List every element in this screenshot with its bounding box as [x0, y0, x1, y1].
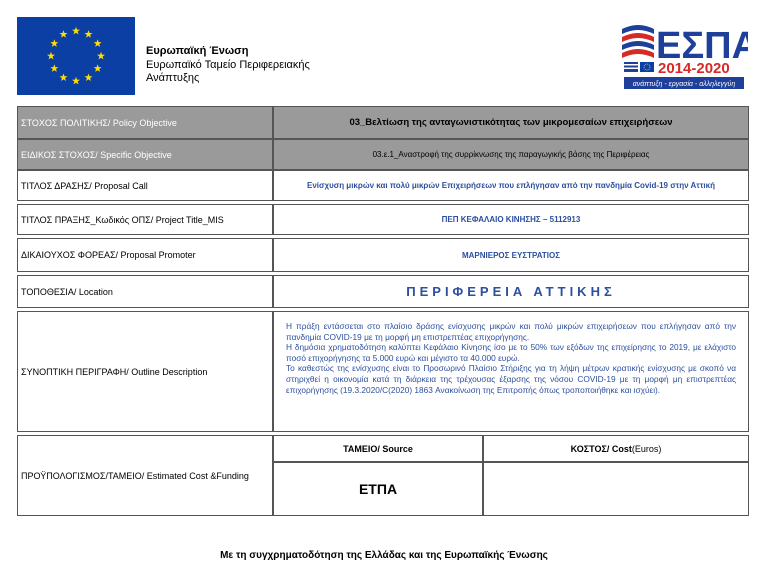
eu-star-icon [72, 27, 80, 35]
espa-tagline: ανάπτυξη - εργασία - αλληλεγγύη [632, 81, 736, 88]
eu-star-icon [50, 64, 58, 72]
description-paragraph-3: Το καθεστώς της ενίσχυσης είναι το Προσωρινό Πλαίσιο Στήριξης για τη λήψη μέτρων κρατικής ενίσχυσης με σκοπό να στηριχθεί η οικονομία κατά τη διάρκεια της τρέχουσας έξαρσης της νόσου COVID-19 με τη μορφή μη επιστρεπτέας επιχορήγησης (19.3.2020/C(2020) 1863 Ανακοίνωση της Επιτροπής όπως τροποποιήθηκε και ισχύει). [286, 363, 736, 395]
eu-star-icon [47, 52, 55, 60]
row-outline-description [17, 311, 749, 432]
value-outline-description [273, 311, 749, 432]
eu-line2: Ευρωπαϊκό Ταμείο Περιφερειακής [146, 58, 310, 71]
description-paragraph-1: Η πράξη εντάσσεται στο πλαίσιο δράσης ενίσχυσης μικρών και πολύ μικρών επιχειρήσεων που επλήγησαν από την πανδημία COVID-19 με τη μορφή μη επιστρεπτέας επιχορήγησης. [286, 321, 736, 342]
row-proposal-promoter [17, 238, 749, 272]
eu-star-icon [97, 52, 105, 60]
eu-star-icon [60, 73, 68, 81]
eu-flag-logo [17, 17, 135, 95]
budget-grid [273, 435, 749, 516]
eu-line1: Ευρωπαϊκή Ένωση [146, 45, 249, 57]
cost-header-unit: (Euros) [631, 443, 662, 454]
label-proposal-promoter: ΔΙΚΑΙΟΥΧΟΣ ΦΟΡΕΑΣ/ Proposal Promoter [17, 238, 273, 272]
eu-star-icon [85, 73, 93, 81]
value-project-title: ΠΕΠ ΚΕΦΑΛΑΙΟ ΚΙΝΗΣΗΣ – 5112913 [273, 204, 749, 235]
source-header: ΤΑΜΕΙΟ/ Source [273, 435, 483, 462]
row-location [17, 275, 749, 308]
label-proposal-call: ΤΙΤΛΟΣ ΔΡΑΣΗΣ/ Proposal Call [17, 170, 273, 201]
value-proposal-promoter: ΜΑΡΝΙΕΡΟΣ ΕΥΣΤΡΑΤΙΟΣ [273, 238, 749, 272]
cofinancing-footer: Με τη συγχρηματοδότηση της Ελλάδας και της Ευρωπαϊκής Ένωσης [220, 550, 548, 561]
value-specific-objective: 03.ε.1_Αναστροφή της συρρίκνωσης της παραγωγικής βάσης της Περιφέρειας [273, 139, 749, 170]
eu-star-icon [94, 64, 102, 72]
row-estimated-cost [17, 435, 749, 516]
eu-star-icon [94, 39, 102, 47]
label-policy-objective: ΣΤΟΧΟΣ ΠΟΛΙΤΙΚΗΣ/ Policy Objective [17, 106, 273, 139]
espa-logo-graphic [620, 15, 748, 95]
label-location: ΤΟΠΟΘΕΣΙΑ/ Location [17, 275, 273, 308]
eu-fund-text [146, 45, 310, 86]
row-project-title [17, 204, 749, 235]
value-proposal-call: Ενίσχυση μικρών και πολύ μικρών Επιχειρήσεων που επλήγησαν από την πανδημία Covid-19 στην Αττική [273, 170, 749, 201]
value-policy-objective: 03_Βελτίωση της ανταγωνιστικότητας των μικρομεσαίων επιχειρήσεων [273, 106, 749, 139]
eu-line3: Ανάπτυξης [146, 72, 200, 84]
eu-star-icon [50, 39, 58, 47]
label-project-title: ΤΙΤΛΟΣ ΠΡΑΞΗΣ_Κωδικός ΟΠΣ/ Project Title_MIS [17, 204, 273, 235]
cost-header-label: ΚΟΣΤΟΣ/ Cost [570, 443, 632, 454]
value-location: ΠΕΡΙΦΕΡΕΙΑ ΑΤΤΙΚΗΣ [273, 275, 749, 308]
row-proposal-call [17, 170, 749, 201]
espa-title: ΕΣΠΑ [656, 25, 748, 67]
description-paragraph-2: Η δημόσια χρηματοδότηση καλύπτει Κεφάλαιο Κίνησης ίσο με το 50% των εξόδων της επιχείρησης το 2019, με ελάχιστο ποσό επιχορήγησης τα 5.000 ευρώ και μέγιστο τα 40.000 ευρώ. [286, 342, 736, 363]
eu-star-icon [72, 77, 80, 85]
label-estimated-cost: ΠΡΟΫΠΟΛΟΓΙΣΜΟΣ/ΤΑΜΕΙΟ/ Estimated Cost &Funding [17, 435, 273, 516]
eu-star-icon [60, 30, 68, 38]
espa-years: 2014-2020 [658, 60, 730, 77]
row-policy-objective [17, 106, 749, 139]
label-specific-objective: ΕΙΔΙΚΟΣ ΣΤΟΧΟΣ/ Specific Objective [17, 139, 273, 170]
label-outline-description: ΣΥΝΟΠΤΙΚΗ ΠΕΡΙΓΡΑΦΗ/ Outline Description [17, 311, 273, 432]
espa-logo [620, 15, 748, 95]
eu-stars-icon [17, 17, 135, 95]
eu-star-icon [85, 30, 93, 38]
source-value: ΕΤΠΑ [273, 462, 483, 516]
cost-header [483, 435, 749, 462]
cost-value [483, 462, 749, 516]
row-specific-objective [17, 139, 749, 170]
